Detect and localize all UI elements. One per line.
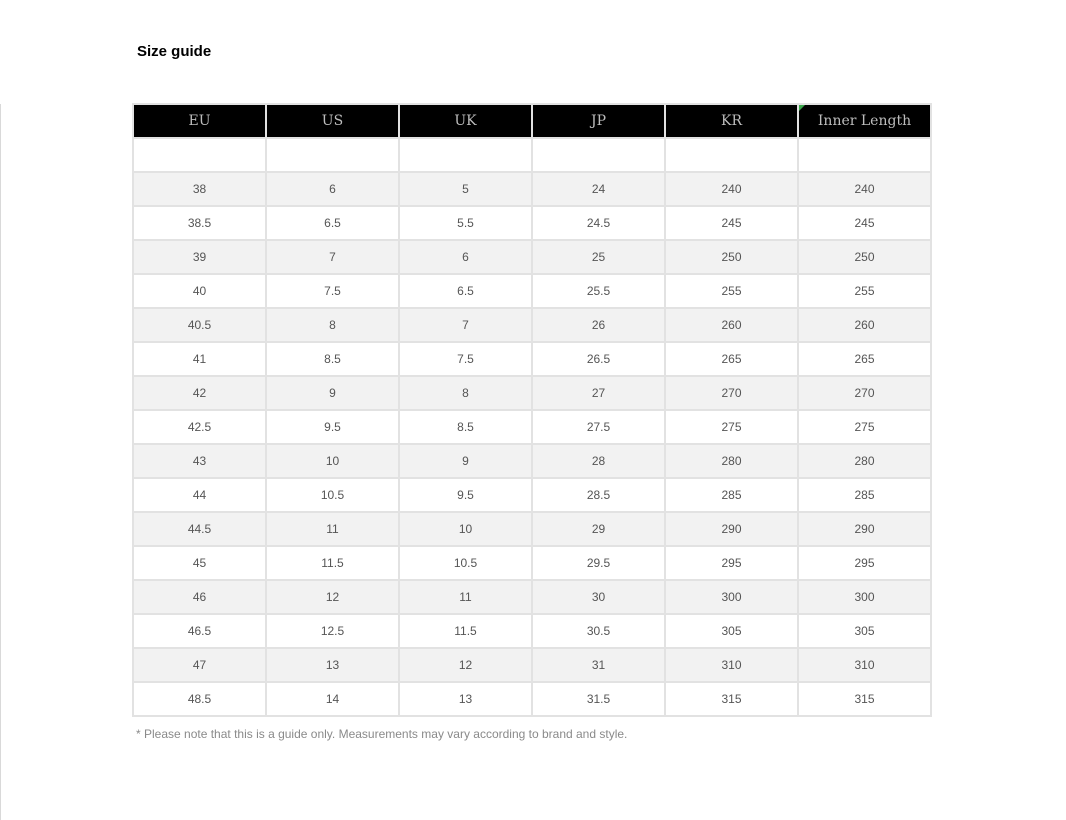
table-row — [133, 308, 931, 342]
cell-us: 12 — [266, 580, 399, 614]
column-header-kr: KR — [665, 104, 798, 138]
blank-cell — [665, 138, 798, 172]
cell-uk: 6 — [399, 240, 532, 274]
cell-inner-length: 310 — [798, 648, 931, 682]
cell-jp: 24 — [532, 172, 665, 206]
cell-eu: 38 — [133, 172, 266, 206]
cell-us: 12.5 — [266, 614, 399, 648]
cell-kr: 245 — [665, 206, 798, 240]
cell-kr: 310 — [665, 648, 798, 682]
cell-kr: 315 — [665, 682, 798, 716]
table-row — [133, 376, 931, 410]
cell-eu: 40.5 — [133, 308, 266, 342]
column-header-jp: JP — [532, 104, 665, 138]
cell-jp: 27 — [532, 376, 665, 410]
blank-cell — [266, 138, 399, 172]
cell-kr: 300 — [665, 580, 798, 614]
cell-inner-length: 240 — [798, 172, 931, 206]
cell-us: 13 — [266, 648, 399, 682]
cell-uk: 7 — [399, 308, 532, 342]
corner-mark — [799, 105, 805, 111]
table-row — [133, 648, 931, 682]
cell-eu: 44 — [133, 478, 266, 512]
table-header — [133, 104, 931, 138]
cell-kr: 275 — [665, 410, 798, 444]
cell-jp: 25.5 — [532, 274, 665, 308]
cell-jp: 28 — [532, 444, 665, 478]
table-row — [133, 682, 931, 716]
header-row — [133, 104, 931, 138]
cell-eu: 42.5 — [133, 410, 266, 444]
cell-eu: 44.5 — [133, 512, 266, 546]
cell-uk: 5.5 — [399, 206, 532, 240]
cell-us: 9.5 — [266, 410, 399, 444]
cell-inner-length: 295 — [798, 546, 931, 580]
cell-eu: 42 — [133, 376, 266, 410]
cell-jp: 25 — [532, 240, 665, 274]
cell-eu: 48.5 — [133, 682, 266, 716]
cell-jp: 30 — [532, 580, 665, 614]
column-header-inner-length — [798, 104, 931, 138]
cell-us: 6.5 — [266, 206, 399, 240]
column-header-uk: UK — [399, 104, 532, 138]
cell-inner-length: 260 — [798, 308, 931, 342]
cell-jp: 30.5 — [532, 614, 665, 648]
cell-uk: 13 — [399, 682, 532, 716]
table-row — [133, 580, 931, 614]
cell-us: 8 — [266, 308, 399, 342]
table-row — [133, 546, 931, 580]
cell-eu: 46 — [133, 580, 266, 614]
table-row — [133, 512, 931, 546]
cell-eu: 45 — [133, 546, 266, 580]
cell-kr: 255 — [665, 274, 798, 308]
cell-kr: 240 — [665, 172, 798, 206]
blank-row — [133, 138, 931, 172]
table-body — [133, 138, 931, 716]
cell-eu: 40 — [133, 274, 266, 308]
cell-uk: 10.5 — [399, 546, 532, 580]
cell-jp: 28.5 — [532, 478, 665, 512]
cell-uk: 5 — [399, 172, 532, 206]
column-header-us: US — [266, 104, 399, 138]
blank-cell — [133, 138, 266, 172]
cell-us: 11 — [266, 512, 399, 546]
cell-eu: 39 — [133, 240, 266, 274]
table-row — [133, 342, 931, 376]
cell-inner-length: 270 — [798, 376, 931, 410]
cell-inner-length: 290 — [798, 512, 931, 546]
table-row — [133, 206, 931, 240]
disclaimer-note: * Please note that this is a guide only. Measurements may vary according to brand and style. — [136, 727, 628, 741]
page-left-rule — [0, 104, 1, 820]
cell-inner-length: 265 — [798, 342, 931, 376]
cell-jp: 27.5 — [532, 410, 665, 444]
cell-uk: 9.5 — [399, 478, 532, 512]
cell-uk: 10 — [399, 512, 532, 546]
cell-kr: 285 — [665, 478, 798, 512]
cell-jp: 31 — [532, 648, 665, 682]
cell-eu: 47 — [133, 648, 266, 682]
cell-jp: 31.5 — [532, 682, 665, 716]
cell-eu: 38.5 — [133, 206, 266, 240]
cell-inner-length: 245 — [798, 206, 931, 240]
cell-kr: 250 — [665, 240, 798, 274]
blank-cell — [798, 138, 931, 172]
cell-uk: 6.5 — [399, 274, 532, 308]
cell-jp: 29 — [532, 512, 665, 546]
cell-uk: 8.5 — [399, 410, 532, 444]
cell-inner-length: 275 — [798, 410, 931, 444]
cell-jp: 26.5 — [532, 342, 665, 376]
cell-us: 7.5 — [266, 274, 399, 308]
table-row — [133, 478, 931, 512]
cell-uk: 9 — [399, 444, 532, 478]
cell-eu: 41 — [133, 342, 266, 376]
cell-inner-length: 250 — [798, 240, 931, 274]
cell-us: 10.5 — [266, 478, 399, 512]
cell-kr: 305 — [665, 614, 798, 648]
table-row — [133, 444, 931, 478]
column-header-eu: EU — [133, 104, 266, 138]
cell-eu: 46.5 — [133, 614, 266, 648]
cell-inner-length: 285 — [798, 478, 931, 512]
cell-inner-length: 315 — [798, 682, 931, 716]
table-row — [133, 410, 931, 444]
cell-us: 8.5 — [266, 342, 399, 376]
cell-uk: 11 — [399, 580, 532, 614]
blank-cell — [532, 138, 665, 172]
cell-us: 10 — [266, 444, 399, 478]
cell-uk: 8 — [399, 376, 532, 410]
cell-us: 14 — [266, 682, 399, 716]
table-row — [133, 614, 931, 648]
cell-inner-length: 280 — [798, 444, 931, 478]
cell-eu: 43 — [133, 444, 266, 478]
cell-uk: 12 — [399, 648, 532, 682]
cell-uk: 7.5 — [399, 342, 532, 376]
cell-us: 11.5 — [266, 546, 399, 580]
cell-kr: 260 — [665, 308, 798, 342]
cell-kr: 280 — [665, 444, 798, 478]
blank-cell — [399, 138, 532, 172]
cell-jp: 26 — [532, 308, 665, 342]
column-header-inner-length-label: Inner Length — [817, 113, 912, 129]
cell-us: 7 — [266, 240, 399, 274]
cell-us: 6 — [266, 172, 399, 206]
cell-kr: 290 — [665, 512, 798, 546]
cell-jp: 29.5 — [532, 546, 665, 580]
table-row — [133, 274, 931, 308]
size-table — [132, 103, 932, 717]
cell-kr: 265 — [665, 342, 798, 376]
cell-inner-length: 300 — [798, 580, 931, 614]
page-title: Size guide — [137, 43, 212, 60]
cell-inner-length: 305 — [798, 614, 931, 648]
table-row — [133, 172, 931, 206]
table-row — [133, 240, 931, 274]
cell-uk: 11.5 — [399, 614, 532, 648]
cell-us: 9 — [266, 376, 399, 410]
cell-kr: 270 — [665, 376, 798, 410]
cell-inner-length: 255 — [798, 274, 931, 308]
cell-jp: 24.5 — [532, 206, 665, 240]
cell-kr: 295 — [665, 546, 798, 580]
